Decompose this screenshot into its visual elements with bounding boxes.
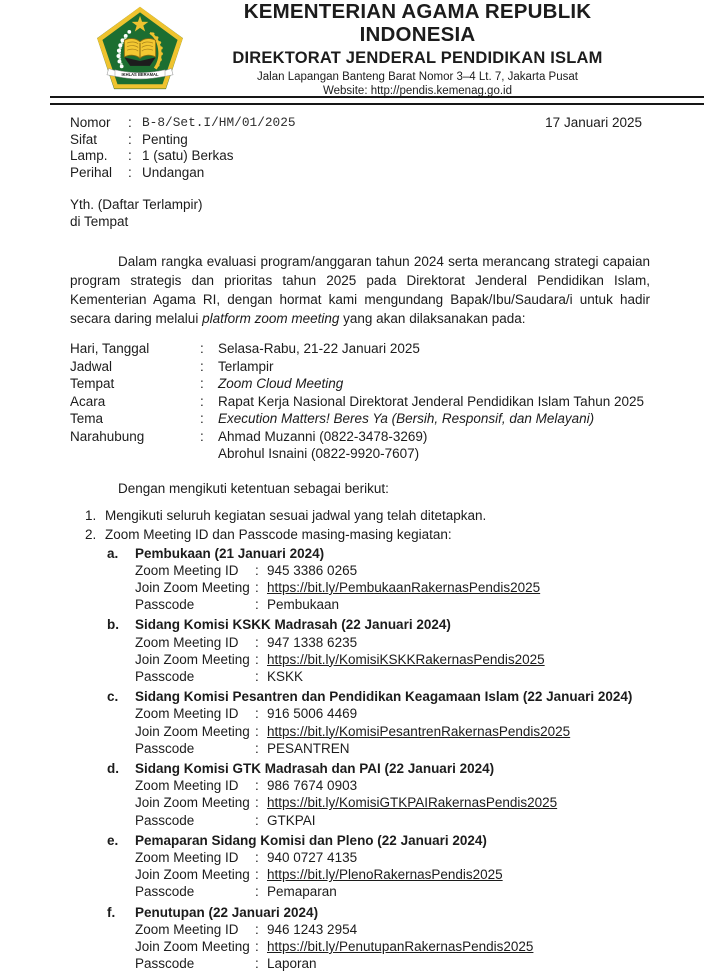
recipient-place: di Tempat — [70, 213, 650, 230]
meta-value: Penting — [142, 132, 188, 149]
detail-label — [70, 445, 200, 463]
meeting-id-value: 916 5006 4469 — [267, 705, 357, 722]
kemenag-logo — [95, 6, 185, 93]
logo-quran-book — [124, 38, 155, 65]
kemenag-logo-image — [95, 6, 185, 90]
detail-colon: : — [200, 410, 218, 428]
meeting-join-label: Join Zoom Meeting — [135, 579, 255, 596]
detail-colon: : — [200, 340, 218, 358]
meeting-letter: e. — [107, 832, 135, 849]
meeting-item-gtk: d. Sidang Komisi GTK Madrasah dan PAI (22 Januari 2024) Zoom Meeting ID : 986 7674 0903 Join Zoom Meeting : https://bit.ly/KomisiGTKPAIRakernasPendis2025 Passcode : GTKPAI — [107, 760, 660, 829]
office-website: Website: http://pendis.kemenag.go.id — [185, 85, 650, 98]
meeting-passcode-value: Pemaparan — [267, 883, 337, 900]
rule-number: 2. — [85, 525, 105, 544]
meeting-letter: c. — [107, 688, 135, 705]
meeting-join-link[interactable]: https://bit.ly/PembukaanRakernasPendis2025 — [267, 579, 540, 596]
meeting-id-label: Zoom Meeting ID — [135, 705, 255, 722]
meeting-id-value: 946 1243 2954 — [267, 921, 357, 938]
meeting-item-pleno: e. Pemaparan Sidang Komisi dan Pleno (22 Januari 2024) Zoom Meeting ID : 940 0727 4135 Join Zoom Meeting : https://bit.ly/PlenoRakernasPendis2025 Passcode : Pemaparan — [107, 832, 660, 901]
meeting-passcode-label: Passcode — [135, 883, 255, 900]
detail-row-hari — [70, 340, 650, 358]
meeting-id-label: Zoom Meeting ID — [135, 777, 255, 794]
meta-label: Sifat — [70, 132, 128, 149]
detail-row-narahubung — [70, 428, 650, 446]
detail-label: Acara — [70, 393, 200, 411]
detail-label: Narahubung — [70, 428, 200, 446]
meeting-passcode-value: Pembukaan — [267, 596, 339, 613]
meta-colon: : — [128, 132, 142, 149]
meeting-join-label: Join Zoom Meeting — [135, 723, 255, 740]
rule-number: 1. — [85, 506, 105, 525]
meeting-join-label: Join Zoom Meeting — [135, 866, 255, 883]
meeting-title: Penutupan (22 Januari 2024) — [135, 904, 318, 921]
letter-date: 17 Januari 2025 — [545, 115, 642, 132]
logo-ribbon-text: IKHLAS BERAMAL — [122, 71, 159, 76]
meeting-item-pembukaan: a. Pembukaan (21 Januari 2024) Zoom Meeting ID : 945 3386 0265 Join Zoom Meeting : https://bit.ly/PembukaanRakernasPendis2025 Passcode : Pembukaan — [107, 545, 660, 614]
directorate-name: DIREKTORAT JENDERAL PENDIDIKAN ISLAM — [185, 49, 650, 68]
meeting-title: Sidang Komisi Pesantren dan Pendidikan Keagamaan Islam (22 Januari 2024) — [135, 688, 632, 705]
paragraph-italic-phrase: platform zoom meeting — [202, 311, 339, 326]
meta-value: 1 (satu) Berkas — [142, 148, 234, 165]
meeting-id-value: 940 0727 4135 — [267, 849, 357, 866]
meeting-item-kskk: b. Sidang Komisi KSKK Madrasah (22 Januari 2024) Zoom Meeting ID : 947 1338 6235 Join Zoom Meeting : https://bit.ly/KomisiKSKKRakernasPendis2025 Passcode : KSKK — [107, 616, 660, 685]
meeting-passcode-label: Passcode — [135, 596, 255, 613]
meeting-title: Sidang Komisi KSKK Madrasah (22 Januari 2024) — [135, 616, 451, 633]
rule-item-2 — [85, 525, 650, 544]
meta-row-perihal — [70, 165, 650, 182]
detail-colon: : — [200, 428, 218, 446]
detail-value: Selasa-Rabu, 21-22 Januari 2025 — [218, 340, 650, 358]
detail-row-jadwal — [70, 358, 650, 376]
meeting-passcode-value: PESANTREN — [267, 740, 350, 757]
rule-text: Mengikuti seluruh kegiatan sesuai jadwal yang telah ditetapkan. — [105, 506, 486, 525]
contact-person: Abrohul Isnaini (0822-9920-7607) — [218, 445, 650, 463]
meta-colon: : — [128, 165, 142, 182]
meeting-passcode-value: GTKPAI — [267, 812, 316, 829]
meeting-item-penutupan: f. Penutupan (22 Januari 2024) Zoom Meeting ID : 946 1243 2954 Join Zoom Meeting : https://bit.ly/PenutupanRakernasPendis2025 Passcode : Laporan — [107, 904, 660, 972]
meta-label: Lamp. — [70, 148, 128, 165]
meeting-join-link[interactable]: https://bit.ly/KomisiGTKPAIRakernasPendis2025 — [267, 794, 557, 811]
detail-colon — [200, 445, 218, 463]
meeting-id-label: Zoom Meeting ID — [135, 634, 255, 651]
detail-row-acara — [70, 393, 650, 411]
meeting-letter: b. — [107, 616, 135, 633]
meeting-title: Sidang Komisi GTK Madrasah dan PAI (22 Januari 2024) — [135, 760, 494, 777]
detail-row-tempat — [70, 375, 650, 393]
meeting-join-label: Join Zoom Meeting — [135, 938, 255, 955]
recipient-block — [70, 196, 650, 230]
event-details — [70, 340, 650, 463]
terms-intro: Dengan mengikuti ketentuan sebagai berikut: — [70, 480, 650, 497]
detail-row-narahubung-2 — [70, 445, 650, 463]
meeting-id-label: Zoom Meeting ID — [135, 921, 255, 938]
meeting-passcode-label: Passcode — [135, 812, 255, 829]
meta-label: Perihal — [70, 165, 128, 182]
meeting-id-label: Zoom Meeting ID — [135, 562, 255, 579]
meeting-passcode-value: Laporan — [267, 955, 317, 972]
meeting-passcode-value: KSKK — [267, 668, 303, 685]
detail-row-tema — [70, 410, 650, 428]
paragraph-text: Dalam rangka evaluasi program/anggaran tahun 2024 serta merancang strategi capaian program strategis dan prioritas tahun 2025 pada Direktorat Jenderal Pendidikan Islam, Kementerian Agama RI, dengan hormat kami mengundang Bapak/Ibu/Saudara/i untuk hadir secara daring melalui — [70, 254, 650, 326]
meta-value: Undangan — [142, 165, 204, 182]
rule-item-1 — [85, 506, 650, 525]
meta-colon: : — [128, 148, 142, 165]
meta-row-sifat — [70, 132, 650, 149]
opening-paragraph — [70, 252, 650, 328]
meta-row-lamp — [70, 148, 650, 165]
meeting-join-label: Join Zoom Meeting — [135, 651, 255, 668]
meeting-id-value: 947 1338 6235 — [267, 634, 357, 651]
meeting-passcode-label: Passcode — [135, 668, 255, 685]
meeting-passcode-label: Passcode — [135, 955, 255, 972]
rule-text: Zoom Meeting ID dan Passcode masing-masing kegiatan: — [105, 525, 452, 544]
detail-value: Execution Matters! Beres Ya (Bersih, Responsif, dan Melayani) — [218, 410, 650, 428]
meta-colon: : — [128, 115, 142, 132]
meeting-passcode-label: Passcode — [135, 740, 255, 757]
meeting-letter: d. — [107, 760, 135, 777]
detail-colon: : — [200, 375, 218, 393]
meeting-title: Pemaparan Sidang Komisi dan Pleno (22 Januari 2024) — [135, 832, 487, 849]
meeting-join-label: Join Zoom Meeting — [135, 794, 255, 811]
detail-value: Terlampir — [218, 358, 650, 376]
meetings-list — [107, 545, 660, 972]
letter-meta — [70, 115, 650, 181]
meeting-join-link[interactable]: https://bit.ly/KomisiKSKKRakernasPendis2025 — [267, 651, 545, 668]
letterhead — [0, 0, 720, 93]
letter-number: B-8/Set.I/HM/01/2025 — [142, 115, 296, 132]
meeting-title: Pembukaan (21 Januari 2024) — [135, 545, 324, 562]
meeting-letter: f. — [107, 904, 135, 921]
meeting-id-label: Zoom Meeting ID — [135, 849, 255, 866]
detail-value: Rapat Kerja Nasional Direktorat Jenderal Pendidikan Islam Tahun 2025 — [218, 393, 650, 411]
ministry-name: KEMENTERIAN AGAMA REPUBLIK INDONESIA — [185, 0, 650, 47]
paragraph-text-end: yang akan dilaksanakan pada: — [339, 311, 525, 326]
meeting-join-link[interactable]: https://bit.ly/PenutupanRakernasPendis2025 — [267, 938, 533, 955]
detail-label: Jadwal — [70, 358, 200, 376]
meeting-join-link[interactable]: https://bit.ly/PlenoRakernasPendis2025 — [267, 866, 503, 883]
detail-label: Tempat — [70, 375, 200, 393]
meeting-id-value: 986 7674 0903 — [267, 777, 357, 794]
recipient-line: Yth. (Daftar Terlampir) — [70, 196, 650, 213]
detail-label: Tema — [70, 410, 200, 428]
detail-colon: : — [200, 393, 218, 411]
contact-person: Ahmad Muzanni (0822-3478-3269) — [218, 428, 650, 446]
meeting-letter: a. — [107, 545, 135, 562]
detail-colon: : — [200, 358, 218, 376]
detail-label: Hari, Tanggal — [70, 340, 200, 358]
meta-label: Nomor — [70, 115, 128, 132]
meeting-join-link[interactable]: https://bit.ly/KomisiPesantrenRakernasPendis2025 — [267, 723, 570, 740]
meeting-id-value: 945 3386 0265 — [267, 562, 357, 579]
meeting-item-pesantren: c. Sidang Komisi Pesantren dan Pendidikan Keagamaan Islam (22 Januari 2024) Zoom Meeting ID : 916 5006 4469 Join Zoom Meeting : https://bit.ly/KomisiPesantrenRakernasPendis2025 Passcode : PESANTREN — [107, 688, 660, 757]
letterhead-text — [185, 0, 650, 98]
rules-list — [85, 506, 650, 544]
detail-value: Zoom Cloud Meeting — [218, 375, 650, 393]
office-address: Jalan Lapangan Banteng Barat Nomor 3–4 Lt. 7, Jakarta Pusat — [185, 71, 650, 84]
